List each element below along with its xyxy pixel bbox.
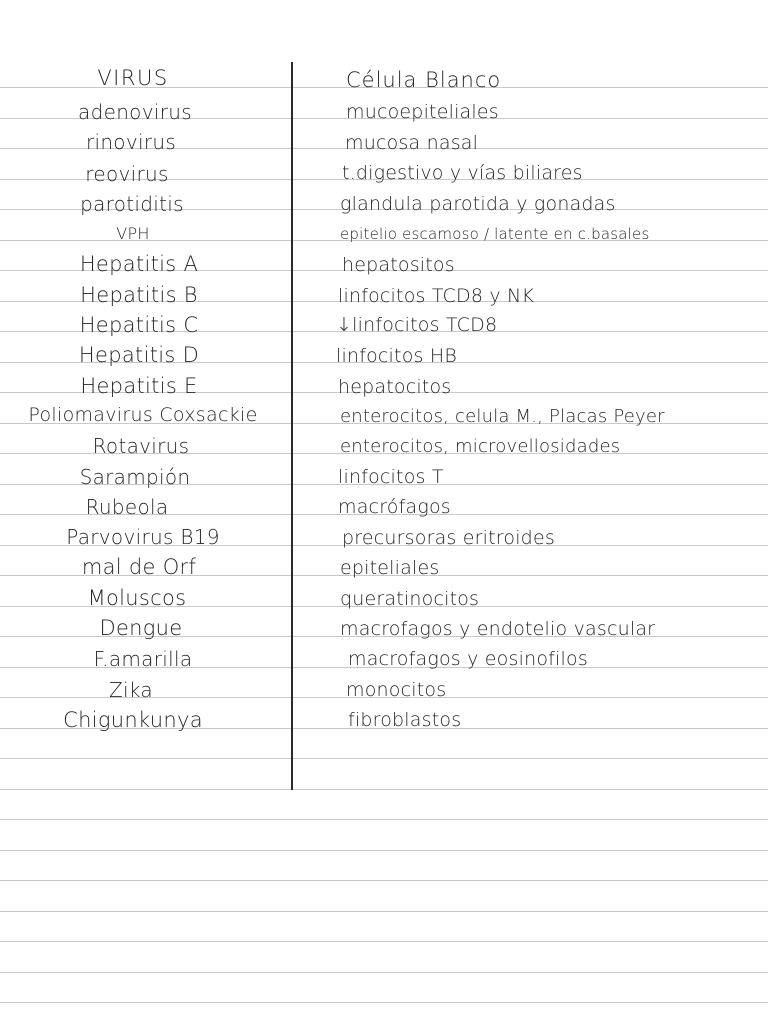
target-cell: macrófagos	[338, 496, 451, 518]
target-cell: t.digestivo y vías biliares	[342, 162, 583, 184]
ruled-line	[0, 850, 768, 851]
virus-name: Hepatitis B	[80, 283, 198, 307]
ruled-line	[0, 880, 768, 881]
ruled-line	[0, 1002, 768, 1003]
target-cell: enterocitos, microvellosidades	[340, 436, 621, 457]
header-virus: VIRUS	[97, 66, 169, 90]
column-divider	[291, 62, 293, 790]
target-cell: enterocitos, celula M., Placas Peyer	[340, 406, 665, 427]
virus-name: reovirus	[85, 162, 169, 186]
target-cell: queratinocitos	[340, 588, 480, 610]
target-cell: linfocitos T	[338, 466, 444, 488]
target-cell: hepatocitos	[338, 376, 452, 398]
target-cell: hepatositos	[342, 254, 455, 276]
target-cell: macrofagos y endotelio vascular	[340, 618, 656, 640]
virus-name: parotiditis	[80, 192, 184, 216]
virus-name: Chigunkunya	[63, 708, 203, 732]
ruled-line	[0, 941, 768, 942]
virus-name: Sarampión	[79, 465, 191, 489]
virus-name: Rotavirus	[92, 434, 190, 458]
virus-name: Hepatitis D	[78, 343, 200, 367]
target-cell: linfocitos HB	[336, 345, 457, 367]
virus-name: Moluscos	[87, 586, 187, 610]
target-cell: epitelio escamoso / latente en c.basales	[340, 225, 650, 243]
target-cell: linfocitos TCD8 y NK	[338, 285, 535, 307]
virus-name: VPH	[116, 224, 150, 243]
virus-name: Rubeola	[85, 495, 169, 519]
ruled-line	[0, 911, 768, 912]
virus-name: Poliomavirus Coxsackie	[28, 404, 258, 426]
target-cell: macrofagos y eosinofilos	[348, 648, 588, 670]
virus-name: Zika	[109, 678, 153, 702]
virus-name: F.amarilla	[93, 647, 193, 671]
virus-name: adenovirus	[78, 100, 192, 124]
target-cell: mucoepiteliales	[346, 101, 499, 123]
header-target-cell: Célula Blanco	[346, 68, 502, 92]
virus-name: mal de Orf	[81, 555, 197, 579]
ruled-line	[0, 819, 768, 820]
ruled-line	[0, 972, 768, 973]
virus-name: Parvovirus B19	[66, 525, 220, 549]
virus-name: Hepatitis E	[80, 374, 198, 398]
virus-name: Hepatitis A	[79, 252, 199, 276]
virus-name: Dengue	[99, 616, 183, 640]
target-cell: epiteliales	[340, 557, 440, 579]
target-cell: glandula parotida y gonadas	[340, 193, 616, 215]
ruled-line	[0, 789, 768, 790]
target-cell: mucosa nasal	[345, 132, 479, 154]
virus-name: rinovirus	[85, 130, 177, 154]
ruled-line	[0, 758, 768, 759]
target-cell: precursoras eritroides	[342, 527, 555, 549]
target-cell: fibroblastos	[348, 709, 462, 731]
virus-name: Hepatitis C	[79, 313, 199, 337]
target-cell: ↓linfocitos TCD8	[336, 314, 498, 336]
target-cell: monocitos	[346, 679, 447, 701]
